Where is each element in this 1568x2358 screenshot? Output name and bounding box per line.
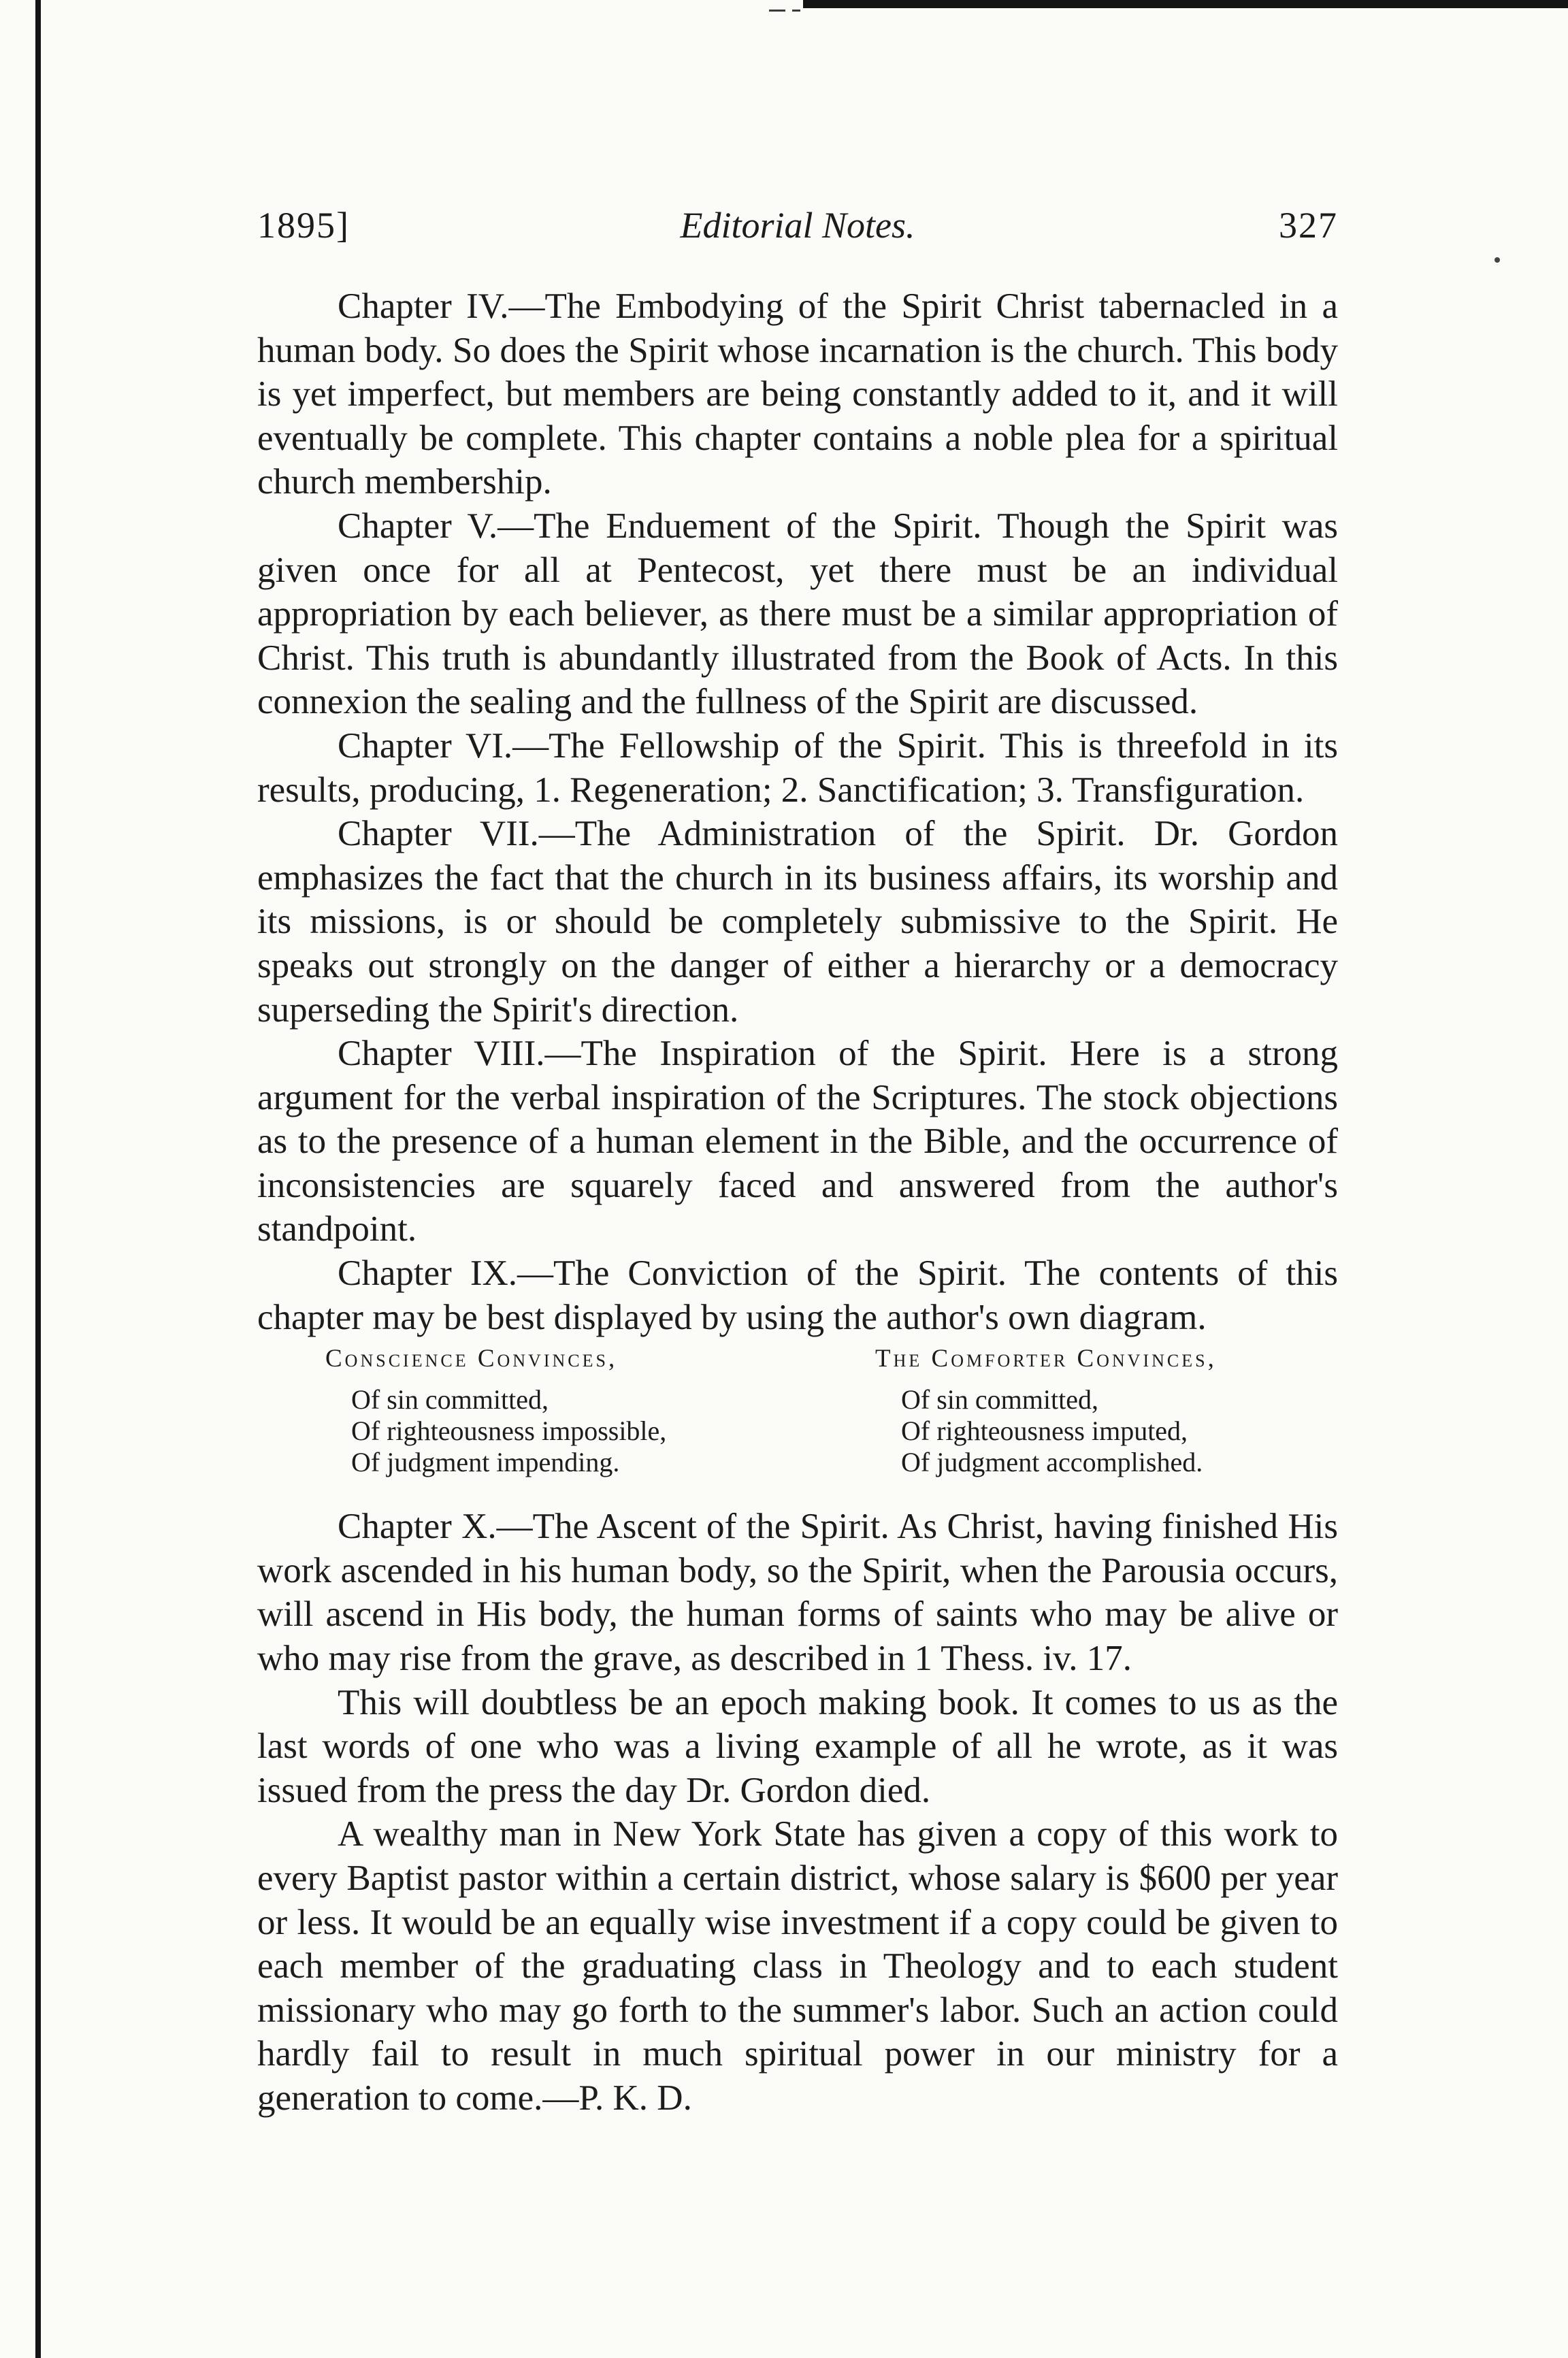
paragraph-chapter-v: Chapter V.—The Enduement of the Spirit. Though the Spirit was given once for all at Pentecost, yet there must be an individual appropriation by each believer, as there must be a similar appropriation of Christ. This truth is abundantly illustrated from the Book of Acts. In this connexion the sealing and the fullness of the Spirit are discussed. bbox=[257, 506, 1338, 722]
diagram-heading: The Comforter Convinces, bbox=[875, 1345, 1217, 1373]
diagram-comforter-column bbox=[875, 1343, 1217, 1478]
paragraph-wealthy-man: A wealthy man in New York State has given a copy of this work to every Baptist pastor within a certain district, whose salary is $600 per year or less. It would be an equally wise investment if a copy could be given to each member of the graduating class in Theology and to each student missionary who may go forth to the summer's labor. Such an action could hardly fail to result in much spiritual power in our ministry for a generation to come.—P. K. D. bbox=[257, 1814, 1338, 2118]
scan-dash bbox=[769, 10, 785, 12]
diagram-conscience-column bbox=[325, 1343, 666, 1478]
conviction-diagram bbox=[257, 1343, 1338, 1503]
diagram-item: Of righteousness impossible, bbox=[351, 1415, 667, 1447]
paragraph-chapter-ix: Chapter IX.—The Conviction of the Spirit. The contents of this chapter may be best displayed by using the author's own diagram. bbox=[257, 1254, 1338, 1337]
scan-border-top bbox=[803, 0, 1568, 8]
paragraph-chapter-iv: Chapter IV.—The Embodying of the Spirit Christ tabernacled in a human body. So does the Spirit whose incarnation is the church. This body is yet imperfect, but members are being constantly added to it, and it will eventually be complete. This chapter contains a noble plea for a spiritual church membership. bbox=[257, 286, 1338, 502]
diagram-item: Of sin committed, bbox=[351, 1384, 549, 1415]
body-text bbox=[257, 284, 1338, 2120]
running-header bbox=[257, 204, 1338, 259]
paragraph-chapter-vi: Chapter VI.—The Fellowship of the Spirit. This is threefold in its results, producing, 1. Regeneration; 2. Sanctification; 3. Transfiguration. bbox=[257, 725, 1338, 810]
paragraph-chapter-x: Chapter X.—The Ascent of the Spirit. As Christ, having finished His work ascended in his human body, so the Spirit, when the Parousia occurs, will ascend in His body, the human forms of saints who may be alive or who may rise from the grave, as described in 1 Thess. iv. 17. bbox=[257, 1507, 1338, 1679]
diagram-heading: Conscience Convinces, bbox=[325, 1345, 618, 1373]
page-number: 327 bbox=[1279, 205, 1338, 246]
diagram-item: Of sin committed, bbox=[901, 1384, 1098, 1415]
scan-border-left bbox=[35, 0, 41, 2358]
diagram-item: Of righteousness imputed, bbox=[901, 1415, 1188, 1447]
diagram-item: Of judgment impending. bbox=[351, 1447, 620, 1478]
scan-dash bbox=[792, 10, 800, 12]
header-title: Editorial Notes. bbox=[680, 205, 915, 246]
diagram-item: Of judgment accomplished. bbox=[901, 1447, 1203, 1478]
paragraph-chapter-vii: Chapter VII.—The Administration of the Spirit. Dr. Gordon emphasizes the fact that the church in its business affairs, its worship and its missions, is or should be completely submissive to the Spirit. He speaks out strongly on the danger of either a hierarchy or a democracy superseding the Spirit's direction. bbox=[257, 814, 1338, 1030]
paragraph-chapter-viii: Chapter VIII.—The Inspiration of the Spirit. Here is a strong argument for the verbal inspiration of the Scriptures. The stock objections as to the presence of a human element in the Bible, and the occurrence of inconsistencies are squarely faced and answered from the author's standpoint. bbox=[257, 1034, 1338, 1249]
header-year: 1895] bbox=[257, 205, 350, 246]
scan-speck bbox=[1494, 257, 1500, 263]
paragraph-epoch-book: This will doubtless be an epoch making book. It comes to us as the last words of one who was a living example of all he wrote, as it was issued from the press the day Dr. Gordon died. bbox=[257, 1682, 1338, 1810]
